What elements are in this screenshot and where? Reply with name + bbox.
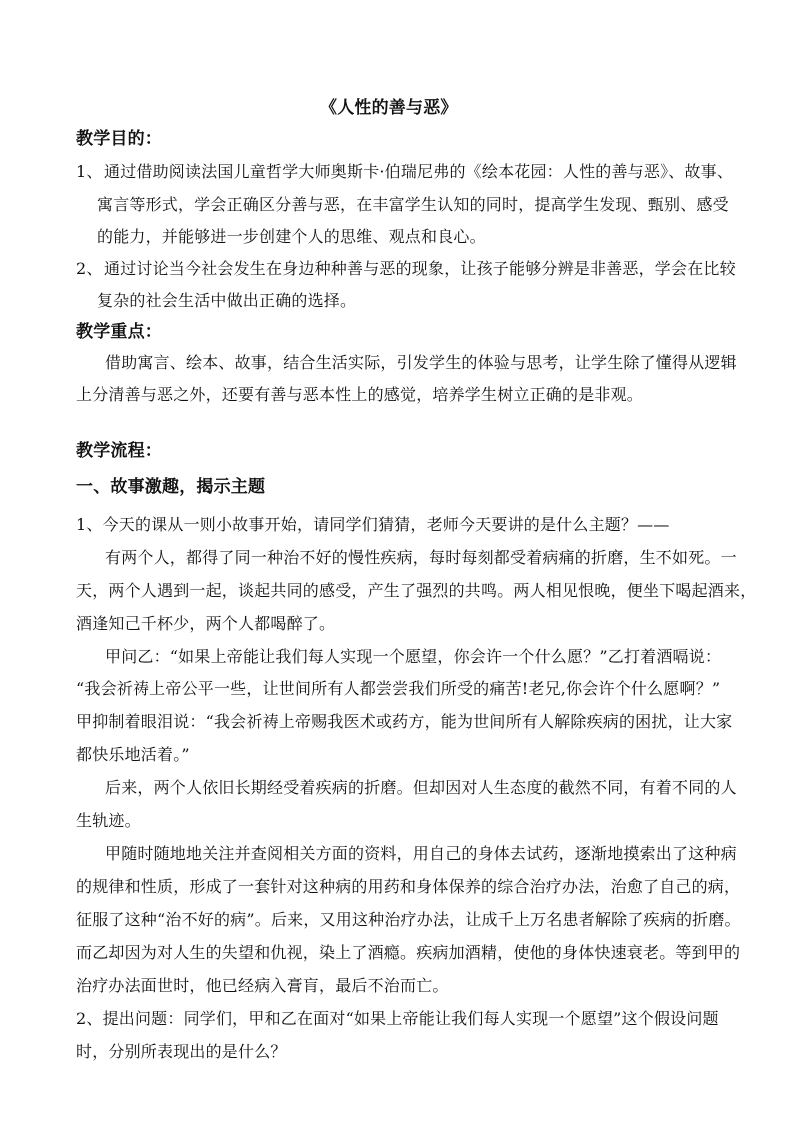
story-para-1-line-2: 天，两个人遇到一起，谈起共同的感受，产生了强烈的共鸣。两人相见恨晚，便坐下喝起酒来， <box>76 581 757 600</box>
story-para-3-line-1: 后来，两个人依旧长期经受着疾病的折磨。但却因对人生态度的截然不同，有着不同的人 <box>105 778 737 797</box>
objective-1-line-2: 寓言等形式，学会正确区分善与恶，在丰富学生认知的同时，提高学生发现、甄别、感受 <box>97 195 729 214</box>
story-para-3-line-2: 生轨迹。 <box>76 811 141 830</box>
question-line-2: 时，分别所表现出的是什么？ <box>76 1042 287 1061</box>
process-heading: 教学流程： <box>76 441 162 461</box>
objective-1-line-1: 通过借助阅读法国儿童哲学大师奥斯卡·伯瑞尼弗的《绘本花园：人性的善与恶》、故事、 <box>104 162 734 181</box>
objectives-heading: 教学目的： <box>76 129 162 149</box>
story-para-2-line-2: “我会祈祷上帝公平一些，让世间所有人都尝尝我们所受的痛苦!老兄,你会许个什么愿啊？” <box>76 679 721 698</box>
story-para-1-line-1: 有两个人，都得了同一种治不好的慢性疾病，每时每刻都受着病痛的折磨，生不如死。一 <box>105 548 737 567</box>
key-points-line-2: 上分清善与恶之外，还要有善与恶本性上的感觉，培养学生树立正确的是非观。 <box>76 385 644 404</box>
story-para-2-line-3: 甲抑制着眼泪说：“我会祈祷上帝赐我医术或药方，能为世间所有人解除疾病的困扰，让大家 <box>76 712 733 731</box>
intro-question: 1、今天的课从一则小故事开始，请同学们猜猜，老师今天要讲的是什么主题？—— <box>76 515 670 534</box>
question-line-1: 2、提出问题：同学们，甲和乙在面对“如果上帝能让我们每人实现一个愿望”这个假设问题 <box>76 1009 719 1028</box>
objective-2-line-2: 复杂的社会生活中做出正确的选择。 <box>97 291 357 310</box>
story-para-2-line-4: 都快乐地活着。” <box>76 745 190 764</box>
objective-2-number: 2、 <box>76 259 103 278</box>
story-para-4-line-1: 甲随时随地地关注并查阅相关方面的资料，用自己的身体去试药，逐渐地摸索出了这种病 <box>105 844 737 863</box>
key-points-line-1: 借助寓言、绘本、故事，结合生活实际，引发学生的体验与思考，让学生除了懂得从逻辑 <box>105 353 737 372</box>
objective-1-line-3: 的能力，并能够进一步创建个人的思维、观点和良心。 <box>97 227 486 246</box>
story-para-4-line-2: 的规律和性质，形成了一套针对这种病的用药和身体保养的综合治疗办法，治愈了自己的病， <box>76 877 741 896</box>
section-1-heading: 一、故事激趣，揭示主题 <box>76 477 266 497</box>
story-para-2-line-1: 甲问乙：“如果上帝能让我们每人实现一个愿望，你会许一个什么愿？”乙打着酒嗝说： <box>105 647 722 666</box>
story-para-4-line-5: 治疗办法面世时，他已经病入膏肓，最后不治而亡。 <box>76 976 449 995</box>
story-para-1-line-3: 酒逢知己千杯少，两个人都喝醉了。 <box>76 614 336 633</box>
story-para-4-line-3: 征服了这种“治不好的病”。后来，又用这种治疗办法，让成千上万名患者解除了疾病的折磨。 <box>76 910 741 929</box>
story-para-4-line-4: 而乙却因为对人生的失望和仇视，染上了酒瘾。疾病加酒精，使他的身体快速衰老。等到甲的 <box>76 943 741 962</box>
document-title: 《人性的善与恶》 <box>320 98 458 118</box>
objective-1-number: 1、 <box>76 162 103 181</box>
objective-2-line-1: 通过讨论当今社会发生在身边种种善与恶的现象，让孩子能够分辨是非善恶，学会在比较 <box>104 259 736 278</box>
key-points-heading: 教学重点： <box>76 322 162 342</box>
